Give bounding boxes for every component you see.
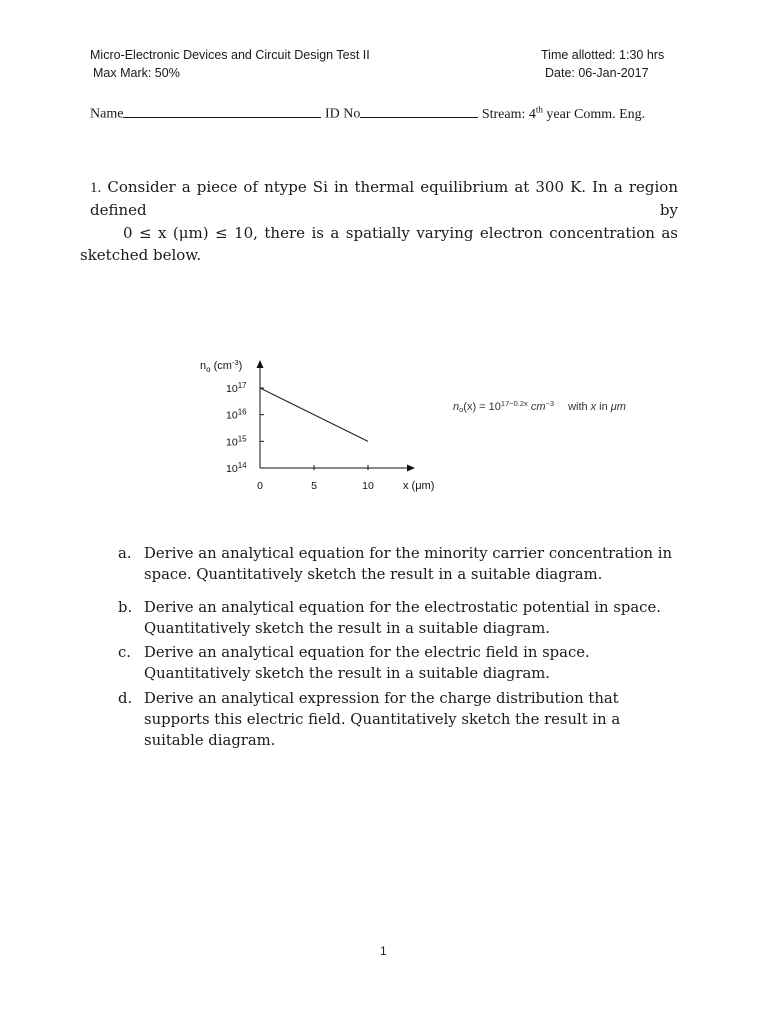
formula-text: $no(x) = 10^{17-0.2x}$ $cm^{-3}$ with x in μm xyxy=(453,399,626,414)
question-number: 1. xyxy=(90,180,102,196)
x-ticks xyxy=(257,465,374,492)
name-label: Name xyxy=(90,106,124,122)
part-c-letter: c. xyxy=(118,644,131,661)
part-b-text: Derive an analytical equation for the electrostatic potential in space. Quantitatively sketch the result in a suitable diagram. xyxy=(144,599,661,637)
part-b-letter: b. xyxy=(118,599,133,616)
test-title: Micro-Electronic Devices and Circuit Design Test II xyxy=(90,48,370,62)
max-mark: Max Mark: 50% xyxy=(93,66,180,80)
y-axis-label: $n_o$ $(cm^{-3})$ xyxy=(200,358,243,374)
stream-label: Stream: 4th year Comm. Eng. xyxy=(481,104,646,122)
question-text-1: Consider a piece of ntype Si in thermal equilibrium at 300 K. In a region defined by xyxy=(90,178,678,219)
y-tick-label: $10^{16}$ xyxy=(226,407,247,422)
part-d-letter: d. xyxy=(118,690,133,707)
y-ticks xyxy=(226,381,264,475)
question-1-line1 xyxy=(90,176,678,221)
y-tick-label: $10^{14}$ xyxy=(226,461,247,475)
y-tick-label: $10^{15}$ xyxy=(226,434,247,449)
part-c-text: Derive an analytical equation for the electric field in space. Quantitatively sketch the result in a suitable diagram. xyxy=(144,644,590,682)
x-axis-arrow xyxy=(407,465,415,472)
id-label: ID No xyxy=(324,106,361,122)
id-blank xyxy=(360,105,478,118)
x-tick-label: 5 xyxy=(311,480,317,492)
part-a-text: Derive an analytical equation for the minority carrier concentration in space. Quantitatively sketch the result in a suitable diagram. xyxy=(144,545,673,583)
part-a xyxy=(118,543,678,585)
part-d xyxy=(118,688,678,751)
exam-date: Date: 06-Jan-2017 xyxy=(545,66,649,80)
part-d-text: Derive an analytical expression for the charge distribution that supports this electric field. Quantitatively sketch the result in a suitable diagram. xyxy=(144,690,621,749)
part-a-letter: a. xyxy=(118,545,132,562)
x-tick-label: 0 xyxy=(257,480,263,492)
y-tick-label: $10^{17}$ xyxy=(226,381,247,395)
part-b xyxy=(118,597,678,639)
page-number: 1 xyxy=(380,944,387,958)
time-allotted: Time allotted: 1:30 hrs xyxy=(541,48,665,62)
name-blank xyxy=(123,105,321,118)
x-axis-label: x (μm) xyxy=(403,480,435,492)
concentration-line xyxy=(260,388,368,441)
student-info-line xyxy=(90,104,645,123)
question-text-2: 0 ≤ x (μm) ≤ 10, there is a spatially varying electron concentration as sketched below. xyxy=(80,224,678,264)
concentration-chart xyxy=(190,350,690,500)
x-tick-label: 10 xyxy=(362,480,374,492)
y-axis-arrow xyxy=(257,360,264,368)
part-c xyxy=(118,642,678,684)
